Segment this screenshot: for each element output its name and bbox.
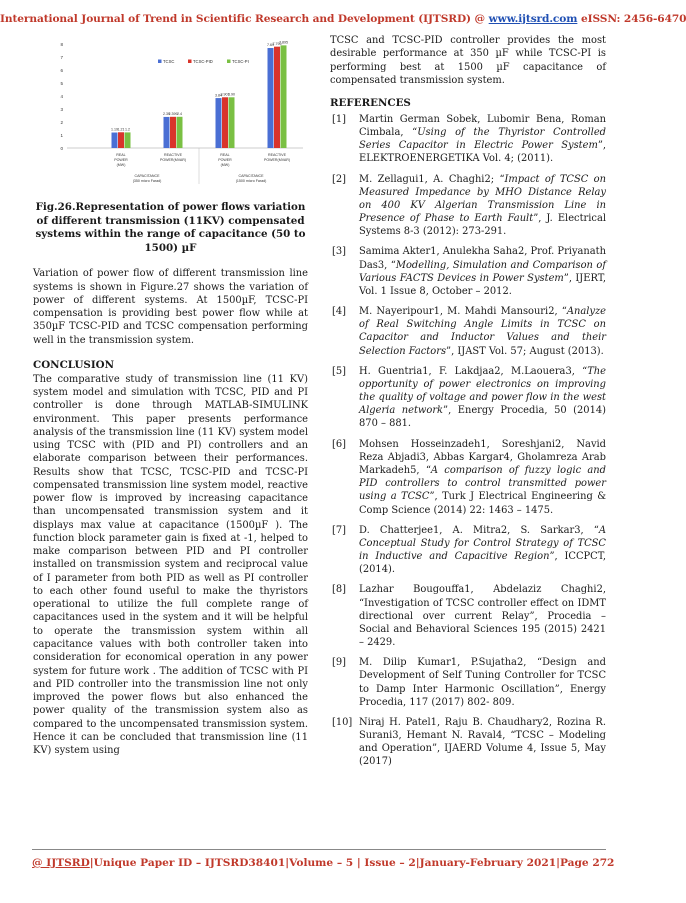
y-tick-label: 0: [60, 146, 63, 151]
header-journal-name: International Journal of Trend in Scientific Research and Development (IJTSRD) @: [0, 13, 486, 25]
bar: [118, 132, 124, 148]
footer-site[interactable]: @ IJTSRD: [32, 857, 90, 869]
reference-title: A comparison of fuzzy logic and PID controllers to control transmitted power using a TCSC: [359, 464, 606, 503]
reference-text: [359, 113, 606, 166]
reference-item: [330, 173, 606, 239]
data-label: 7.795: [272, 41, 282, 46]
reference-text: [359, 245, 606, 298]
conclusion-continuation: TCSC and TCSC-PID controller provides the most desirable performance at 350 µF while TCSC-PI is performing best at 1500 µF capacitance of compensated transmission system.: [330, 35, 606, 86]
group-label: CAPACITANCE: [238, 174, 264, 178]
y-tick-label: 8: [60, 42, 63, 47]
reference-item: [330, 245, 606, 298]
header-issn: eISSN: 2456-6470: [580, 13, 686, 25]
reference-title: The opportunity of power electronics on improving the quality of voltage and power flow in the west Algeria network: [359, 365, 606, 417]
category-label: POWER: [218, 158, 232, 162]
reference-source: ”, ICCPCT, (2014).: [359, 551, 606, 576]
reference-title: Impact of TCSC on Measured Impedance by MHO Distance Relay on 400 KV Algerian Transmission Line in Presence of Phase to Earth Fault: [359, 173, 606, 225]
reference-authors: Martin German Sobek, Lubomir Bena, Roman Cimbala, “: [359, 113, 606, 139]
bar: [170, 117, 176, 148]
bar: [125, 132, 131, 148]
footer-separator: |: [556, 857, 560, 869]
category-label: (MW): [116, 163, 126, 167]
reference-text: [359, 524, 606, 577]
data-label: 7.69: [267, 43, 274, 48]
y-tick-label: 4: [60, 94, 63, 99]
data-label: 1.2: [125, 127, 130, 132]
reference-authors: Lazhar Bougouffa1, Abdelaziz Chaghi2, “Investigation of TCSC controller effect on IDMT directional over current Relay”, Procedia – Social and Behavioral Sciences 195 (2015) 2421 – 2429.: [359, 584, 606, 649]
bar: [216, 98, 222, 148]
data-label: 2.4: [177, 112, 182, 116]
category-label: POWER: [114, 158, 128, 162]
reference-source: ”, Energy Procedia, 50 (2014) 870 – 881.: [359, 405, 607, 430]
y-tick-label: 7: [60, 55, 63, 60]
footer-separator: |: [285, 857, 290, 869]
bar: [274, 47, 280, 148]
data-label: 3.901: [220, 92, 230, 97]
legend-label: TCSC-PI: [232, 59, 249, 64]
figure-caption: Fig.26.Representation of power flows variation of different transmission (11KV) compensated systems within the range of capacitance (50 to 1500) µF: [35, 201, 306, 254]
data-label: 2.399: [168, 112, 178, 117]
legend-label: TCSC-PID: [193, 59, 213, 64]
right-column: [330, 34, 606, 776]
bar: [222, 97, 228, 148]
reference-text: [359, 305, 606, 358]
reference-item: [330, 438, 606, 517]
references-heading: REFERENCES: [330, 97, 411, 110]
category-label: POWER(MVAR): [263, 158, 291, 162]
reference-title: Modelling, Simulation and Comparison of Various FACTS Devices in Power System: [359, 259, 607, 284]
group-label: (1500 micro Farad): [235, 179, 267, 183]
reference-item: [330, 583, 606, 649]
reference-source: ”, IJERT, Vol. 1 Issue 8, October – 2012.: [359, 272, 606, 297]
left-column: [33, 34, 308, 757]
y-tick-label: 5: [60, 81, 63, 86]
data-label: 2.39: [163, 112, 170, 117]
references-list: [330, 113, 606, 769]
reference-number: [4]: [332, 306, 346, 318]
y-tick-label: 2: [60, 120, 63, 125]
data-label: 3.90: [228, 92, 235, 97]
legend-swatch: [188, 60, 192, 64]
legend-label: TCSC: [163, 59, 175, 64]
reference-authors: M. Nayeripour1, M. Mahdi Mansouri2, “: [359, 306, 567, 318]
legend-swatch: [227, 60, 231, 64]
bar: [164, 117, 170, 148]
conclusion-paragraph: The comparative study of transmission line (11 KV) system model and simulation with TCSC, PID and PI controller is done through MATLAB-SIMULINK environment. This paper presents performance analysis of the transmission line (11 KV) system model using TCSC with (PID and PI) controllers and an elaborate comparison between their performances. Results show that TCSC, TCSC-PID and TCSC-PI compensated transmission line system model, reactive power flow is improved by increasing capacitance than uncompensated transmission system and it displays max value at capacitance (1500µF ). The function block parameter gain is fixed at -1, helped to make comparison between PID and PI controller installed on transmission system and reciprocal value of I parameter from both PID as well as PI controller to each other found useful to make the thyristors operational to utilize the full complete range of capacitances used in the system and it will be helpful to operate the transmission system within all capacitance values with both controller taken into consideration for economical operation in any power system for future work . The addition of TCSC with PI and PID controller into the transmission line not only improved the power flows but also enhanced the power quality of the transmission system also as compared to the uncompensated transmission system. Hence it can be concluded that transmission line (11 KV) system using: [33, 373, 308, 757]
footer-volume: Volume – 5 | Issue – 2: [289, 857, 416, 869]
reference-number: [6]: [332, 438, 346, 450]
reference-authors: Niraj H. Patel1, Raju B. Chaudhary2, Rozina R. Surani3, Hemant N. Raval4, “TCSC – Modeling and Operation”, IJAERD Volume 4, Issue 5, May (2017): [359, 716, 606, 768]
y-tick-label: 1: [60, 133, 63, 138]
reference-text: [359, 656, 606, 709]
category-label: POWER(MVAR): [159, 158, 187, 162]
footer-paper-id: Unique Paper ID – IJTSRD38401: [93, 857, 286, 869]
conclusion-heading: CONCLUSION: [33, 358, 115, 371]
bar: [229, 97, 235, 148]
power-flow-bar-chart: [33, 34, 308, 197]
reference-authors: D. Chatterjee1, A. Mitra2, S. Sarkar3, “: [359, 524, 599, 536]
reference-item: [330, 716, 606, 769]
legend-swatch: [158, 60, 162, 64]
reference-authors: M. Zellagui1, A. Chaghi2; “: [359, 173, 505, 185]
bar: [268, 48, 274, 148]
page-footer: [32, 857, 615, 869]
reference-number: [2]: [332, 173, 346, 185]
category-label: REACTIVE: [164, 153, 182, 157]
reference-number: [10]: [332, 716, 353, 728]
reference-item: [330, 524, 606, 577]
reference-text: [359, 365, 606, 431]
intro-paragraph: Variation of power flow of different transmission line systems is shown in Figure.27 shows the variation of power of different systems. At 1500µF, TCSC-PI compensation is providing best power flow while at 350µF TCSC-PID and TCSC compensation performing well in the transmission system.: [33, 268, 308, 346]
reference-title: A Conceptual Study for Control Strategy of TCSC in Inductive and Capacitive Region: [359, 524, 606, 563]
reference-authors: Mohsen Hosseinzadeh1, Soreshjani2, Navid Reza Abjadi3, Abbas Kargar4, Gholamreza Arab Markadeh5, “: [359, 438, 606, 476]
footer-date: January-February 2021: [419, 857, 557, 869]
y-tick-label: 6: [60, 68, 63, 73]
reference-source: ”, J. Electrical Systems 8-3 (2012): 273-291.: [359, 213, 606, 238]
reference-text: [359, 716, 606, 769]
bar: [112, 133, 118, 148]
group-label: (350 micro Farad): [132, 179, 162, 183]
header-journal-link[interactable]: www.ijtsrd.com: [488, 13, 578, 25]
bar: [281, 45, 287, 148]
reference-text: [359, 438, 606, 517]
category-label: REACTIVE: [268, 153, 286, 157]
reference-source: ”, Turk J Electrical Engineering & Comp Science (2014) 22: 1463 – 1475.: [359, 491, 606, 516]
reference-text: [359, 583, 606, 649]
reference-number: [7]: [332, 524, 346, 536]
reference-number: [8]: [332, 584, 346, 596]
reference-title: Analyze of Real Switching Angle Limits in TCSC on Capacitor and Inductor Values and their Selection Factors: [359, 306, 606, 357]
category-label: REAL: [116, 153, 126, 157]
bar: [177, 117, 183, 148]
group-label: CAPACITANCE: [134, 174, 160, 178]
chart-canvas: [33, 34, 308, 197]
reference-authors: Samima Akter1, Anulekha Saha2, Prof. Priyanath Das3, “: [359, 246, 606, 271]
reference-number: [5]: [332, 365, 346, 377]
data-label: 7.895: [279, 40, 288, 45]
reference-item: [330, 113, 606, 166]
reference-source: ”, IJAST Vol. 57; August (2013).: [446, 345, 604, 357]
footer-page-number: Page 272: [559, 857, 615, 869]
footer-separator: |: [89, 857, 94, 869]
category-label: (MW): [220, 163, 230, 167]
reference-authors: M. Dilip Kumar1, P.Sujatha2, “Design and Development of Self Tuning Controller for TCSC to Damp Inter Harmonic Oscillation”, Energy Procedia, 117 (2017) 802- 809.: [359, 657, 606, 708]
category-label: REAL: [220, 153, 230, 157]
reference-item: [330, 656, 606, 709]
reference-number: [3]: [332, 246, 346, 258]
y-tick-label: 3: [60, 107, 63, 112]
reference-item: [330, 365, 606, 431]
data-label: 1.21: [117, 127, 125, 132]
reference-number: [9]: [332, 657, 346, 669]
data-label: 1.19: [111, 127, 118, 132]
footer-separator: |: [415, 857, 420, 869]
data-label: 3.84: [215, 93, 222, 98]
reference-text: [359, 173, 606, 239]
reference-number: [1]: [332, 113, 346, 125]
journal-header: [0, 13, 686, 25]
reference-title: Using of the Thyristor Controlled Series Capacitor in Electric Power System: [359, 127, 606, 152]
footer-divider: [32, 849, 606, 850]
reference-source: ”, ELEKTROENERGETIKA Vol. 4; (2011).: [359, 140, 606, 165]
reference-authors: H. Guentria1, F. Lakdjaa2, M.Laouera3, “: [359, 365, 588, 377]
reference-item: [330, 305, 606, 358]
